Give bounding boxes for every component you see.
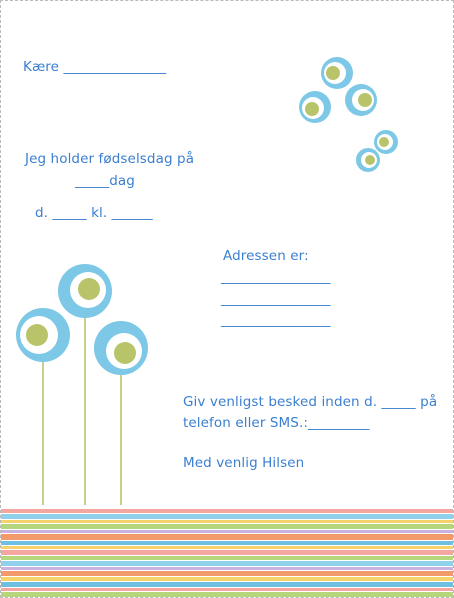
address-heading: Adressen er: xyxy=(223,248,309,264)
party-line: Jeg holder fødselsdag på xyxy=(25,151,195,167)
address-line-2: ________________ xyxy=(221,291,331,307)
circle-flower-icon xyxy=(321,57,353,89)
day-line: _____dag xyxy=(75,173,135,189)
address-line-1: ________________ xyxy=(221,269,331,285)
circle-flower-icon xyxy=(345,84,377,116)
striped-border xyxy=(1,509,453,597)
address-line-3: ________________ xyxy=(221,312,331,328)
circle-flower-icon xyxy=(58,264,112,318)
circle-flower-icon xyxy=(299,91,331,123)
circle-flower-icon xyxy=(16,308,70,362)
greeting-line: Kære _______________ xyxy=(23,59,167,75)
flower-stems-left xyxy=(11,263,161,509)
date-time-line: d. _____ kl. ______ xyxy=(35,205,153,221)
circle-flower-icon xyxy=(356,148,380,172)
circle-flower-icon xyxy=(374,130,398,154)
flower-cluster-top xyxy=(291,51,411,181)
rsvp-line-2: telefon eller SMS.:_________ xyxy=(183,415,370,431)
closing-line: Med venlig Hilsen xyxy=(183,455,305,471)
rsvp-line-1: Giv venligst besked inden d. _____ på xyxy=(183,394,438,410)
circle-flower-icon xyxy=(94,321,148,375)
